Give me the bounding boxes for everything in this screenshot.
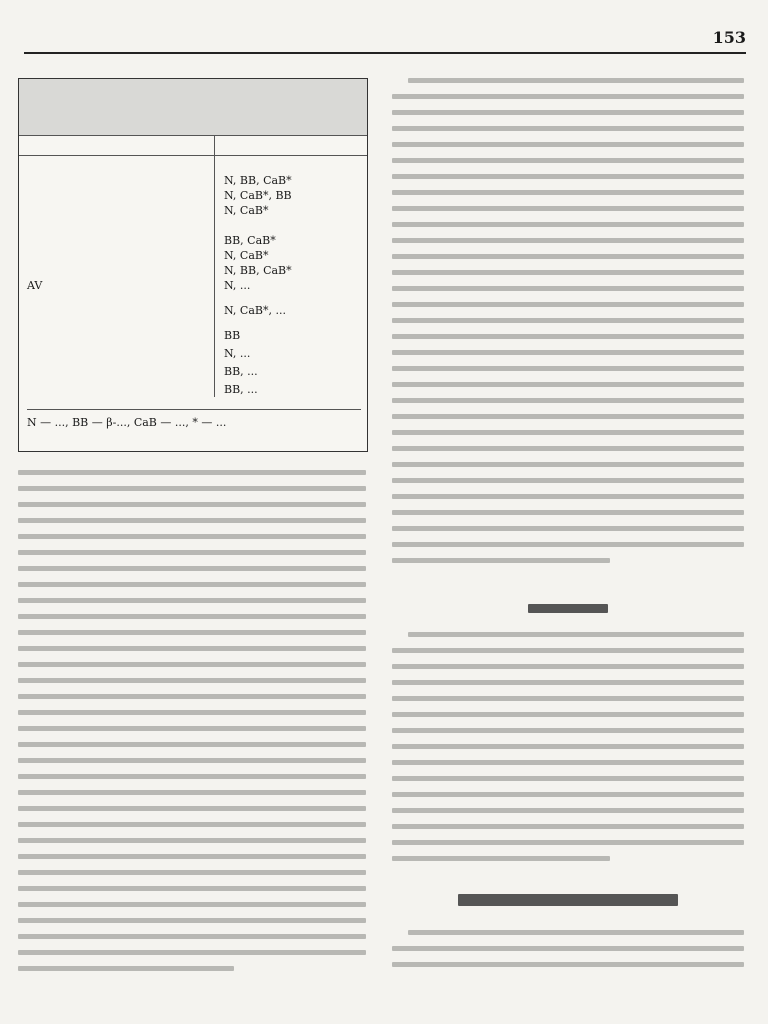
section-heading-myocardial-infarction bbox=[392, 888, 744, 908]
row-treatment: N, CaB* bbox=[224, 249, 269, 262]
row-treatment: N, CaB*, BB bbox=[224, 189, 292, 202]
page-header bbox=[24, 30, 746, 54]
row-form: AV bbox=[27, 279, 43, 292]
table-legend: N — ..., BB — β-..., CaB — ..., * — ... bbox=[27, 409, 361, 430]
row-treatment: N, ... bbox=[224, 279, 251, 292]
table-divider-vertical bbox=[214, 135, 215, 397]
row-treatment: BB, ... bbox=[224, 365, 258, 378]
row-treatment: BB, ... bbox=[224, 383, 258, 396]
row-treatment: BB, CaB* bbox=[224, 234, 276, 247]
left-column-body-text bbox=[18, 470, 366, 982]
treatment-table bbox=[18, 78, 368, 452]
page-number: 153 bbox=[712, 28, 746, 47]
right-column-body-text-1 bbox=[392, 78, 744, 574]
right-column-body-text-2 bbox=[392, 632, 744, 872]
row-treatment: N, CaB*, ... bbox=[224, 304, 286, 317]
row-treatment: N, CaB* bbox=[224, 204, 269, 217]
right-column-body-text-3 bbox=[392, 930, 744, 978]
section-heading-prognosis bbox=[392, 598, 744, 618]
table-caption bbox=[19, 79, 367, 136]
row-treatment: N, BB, CaB* bbox=[224, 174, 292, 187]
row-treatment: N, BB, CaB* bbox=[224, 264, 292, 277]
row-treatment: BB bbox=[224, 329, 241, 342]
row-treatment: N, ... bbox=[224, 347, 251, 360]
table-divider-horizontal bbox=[19, 155, 367, 156]
